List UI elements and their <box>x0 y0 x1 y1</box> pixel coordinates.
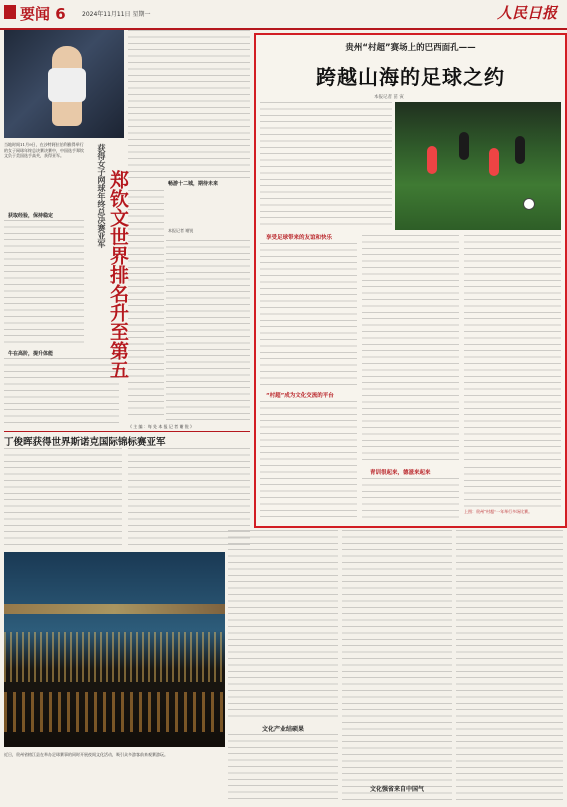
middle-subhead: 畅游十二城，期待未来 <box>168 181 219 187</box>
tennis-headline: 郑钦文世界排名升至第五 <box>107 170 129 379</box>
football-icon <box>523 198 535 210</box>
feature-subhead-1: 享受足球带来的友谊和快乐 <box>266 235 333 241</box>
divider-line <box>4 431 250 432</box>
tennis-photo-caption: 当地时间11月9日，在沙特阿拉伯利雅得举行的女子网球年终总决赛决赛中，中国选手郑钦文负于美国选手高芙，获得亚军。 <box>4 142 84 158</box>
city-lights-band <box>4 604 225 614</box>
tennis-player-photo <box>4 30 124 138</box>
section-title: 要闻 6 <box>20 5 66 23</box>
tennis-body-text-3 <box>128 30 250 178</box>
tennis-subtitle: 获得女子网球年终总决赛亚军 <box>97 144 106 248</box>
feature-body-text-3 <box>362 235 459 463</box>
middle-footer: 《 主 编 ：每 处 本 报 记 者 谢 锐 》 <box>128 424 194 429</box>
tennis-subhead-2: 牛在高阶，提升体能 <box>8 351 54 357</box>
culture-heading: 文化产业结硕果 <box>262 726 305 733</box>
feature-subhead-2: “村超”成为文化交流的平台 <box>266 393 334 399</box>
player-black-2 <box>515 136 525 164</box>
middle-byline: 本报记者 谢锐 <box>168 228 194 233</box>
feature-body-text-1 <box>260 102 392 230</box>
tennis-subhead-1: 获取经验，保持稳定 <box>8 213 54 219</box>
culture-body-text-3 <box>456 530 563 802</box>
feature-headline: 跨越山海的足球之约 <box>316 65 505 89</box>
tennis-body-text-2 <box>4 358 119 428</box>
player-shirt <box>48 68 86 102</box>
feature-body-text-4 <box>464 235 561 463</box>
culture-subhead: 文化强省来自中国气 <box>370 786 425 793</box>
snooker-headline: 丁俊晖获得世界斯诺克国际锦标赛亚军 <box>4 437 166 448</box>
section-marker-icon <box>4 5 16 19</box>
player-black <box>459 132 469 160</box>
city-lanterns <box>4 692 225 732</box>
feature-photo-caption: 上图：贵州“村超”一年举行多场比赛。 <box>464 509 533 514</box>
page-masthead <box>0 0 567 30</box>
feature-article-box <box>254 33 567 528</box>
newspaper-logo: 人民日报 <box>496 4 557 22</box>
city-night-photo <box>4 552 225 747</box>
feature-overline: 贵州“村超”赛场上的巴西面孔—— <box>345 43 476 53</box>
tennis-body-text-1 <box>4 220 84 345</box>
player-red-2 <box>489 148 499 176</box>
feature-body-text-2 <box>260 243 357 388</box>
culture-body-text-1 <box>228 530 338 720</box>
feature-body-text-5 <box>260 401 357 519</box>
feature-subhead-3: 青训很起来，德滋来起来 <box>370 470 431 476</box>
tennis-body-text-4 <box>128 190 164 420</box>
feature-body-text-6 <box>362 478 459 520</box>
issue-date: 2024年11月11日 星期一 <box>82 11 151 18</box>
city-buildings <box>4 632 225 682</box>
culture-body-text-4 <box>228 734 338 802</box>
feature-body-text-7 <box>464 467 561 507</box>
city-photo-caption: 近日，贵州省榕江县在举办足球赛事的同时开展夜间文化活动，吸引众多游客前来观赛游玩。 <box>4 752 168 757</box>
snooker-body-1 <box>4 448 122 548</box>
player-red <box>427 146 437 174</box>
tennis-body-text-5 <box>166 240 250 420</box>
football-match-photo <box>395 102 561 230</box>
culture-body-text-2 <box>342 530 452 802</box>
feature-byline: 本报记者 苗 寅 <box>374 95 404 100</box>
